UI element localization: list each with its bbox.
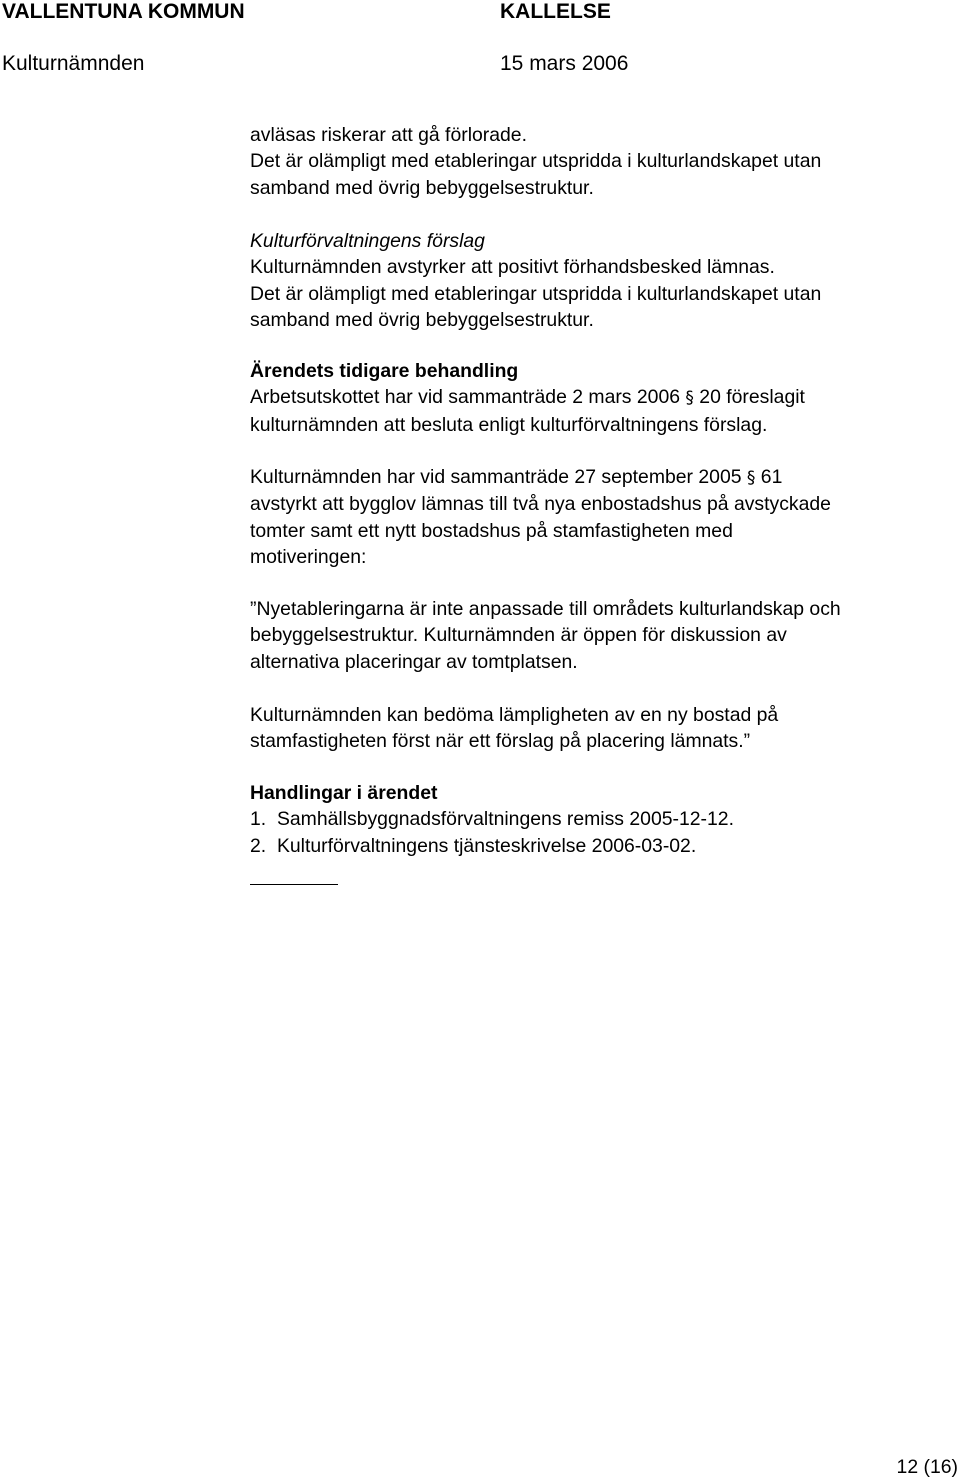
text-line xyxy=(250,384,955,411)
closing-quote-mark: ” xyxy=(743,730,751,753)
text-line: Kulturnämnden avstyrker att positivt förhandsbesked lämnas. xyxy=(250,256,775,279)
page-number: 12 (16) xyxy=(896,1456,958,1478)
quoted-motivation-continued xyxy=(250,702,955,755)
text-line xyxy=(250,464,955,491)
section-sign: § xyxy=(685,388,694,409)
earlier-decision-paragraph xyxy=(250,464,955,571)
end-rule xyxy=(250,884,338,885)
list-item: 1. Samhällsbyggnadsförvaltningens remiss 2005-12-12. xyxy=(250,808,734,831)
opening-quote-mark: ” xyxy=(250,598,257,620)
prior-handling-heading: Ärendets tidigare behandling xyxy=(250,360,519,382)
text-line: kulturnämnden att besluta enligt kulturförvaltningens förslag. xyxy=(250,413,768,436)
text-line: motiveringen: xyxy=(250,546,367,569)
documents-section xyxy=(250,780,955,859)
text-line: samband med övrig bebyggelsestruktur. xyxy=(250,309,594,332)
text-fragment: stamfastigheten först när ett förslag på placering lämnats. xyxy=(250,730,744,753)
text-line: alternativa placeringar av tomtplatsen. xyxy=(250,650,578,673)
text-fragment: 61 xyxy=(755,466,783,488)
text-fragment: 20 föreslagit xyxy=(693,386,805,409)
text-line: Det är olämpligt med etableringar utspridda i kulturlandskapet utan xyxy=(250,282,822,305)
organization-name: VALLENTUNA KOMMUN xyxy=(2,0,245,23)
quoted-motivation xyxy=(250,596,955,675)
text-line xyxy=(250,728,955,754)
section-sign: § xyxy=(746,468,756,488)
text-line: avläsas riskerar att gå förlorade. xyxy=(250,124,527,146)
text-line: tomter samt ett nytt bostadshus på stamfastigheten med xyxy=(250,519,733,542)
text-fragment: Arbetsutskottet har vid sammanträde 2 mars 2006 xyxy=(250,386,686,409)
text-line: bebyggelsestruktur. Kulturnämnden är öppen för diskussion av xyxy=(250,624,787,647)
department-name: Kulturnämnden xyxy=(2,52,145,75)
proposal-section xyxy=(250,228,955,334)
text-line: Det är olämpligt med etableringar utspridda i kulturlandskapet utan xyxy=(250,150,822,173)
document-date: 15 mars 2006 xyxy=(500,52,629,75)
prior-handling-section xyxy=(250,358,955,438)
text-line: avstyrkt att bygglov lämnas till två nya enbostadshus på avstyckade xyxy=(250,493,831,516)
text-fragment: Nyetableringarna är inte anpassade till områdets kulturlandskap och xyxy=(256,598,841,620)
proposal-heading: Kulturförvaltningens förslag xyxy=(250,230,485,252)
text-fragment: Kulturnämnden har vid sammanträde 27 september 2005 xyxy=(250,466,747,488)
text-line: samband med övrig bebyggelsestruktur. xyxy=(250,176,594,199)
documents-heading: Handlingar i ärendet xyxy=(250,782,438,804)
list-item: 2. Kulturförvaltningens tjänsteskrivelse 2006-03-02. xyxy=(250,834,697,857)
document-type: KALLELSE xyxy=(500,0,611,23)
text-line xyxy=(250,596,955,622)
text-line: Kulturnämnden kan bedöma lämpligheten av en ny bostad på xyxy=(250,704,779,726)
intro-paragraph xyxy=(250,122,955,201)
